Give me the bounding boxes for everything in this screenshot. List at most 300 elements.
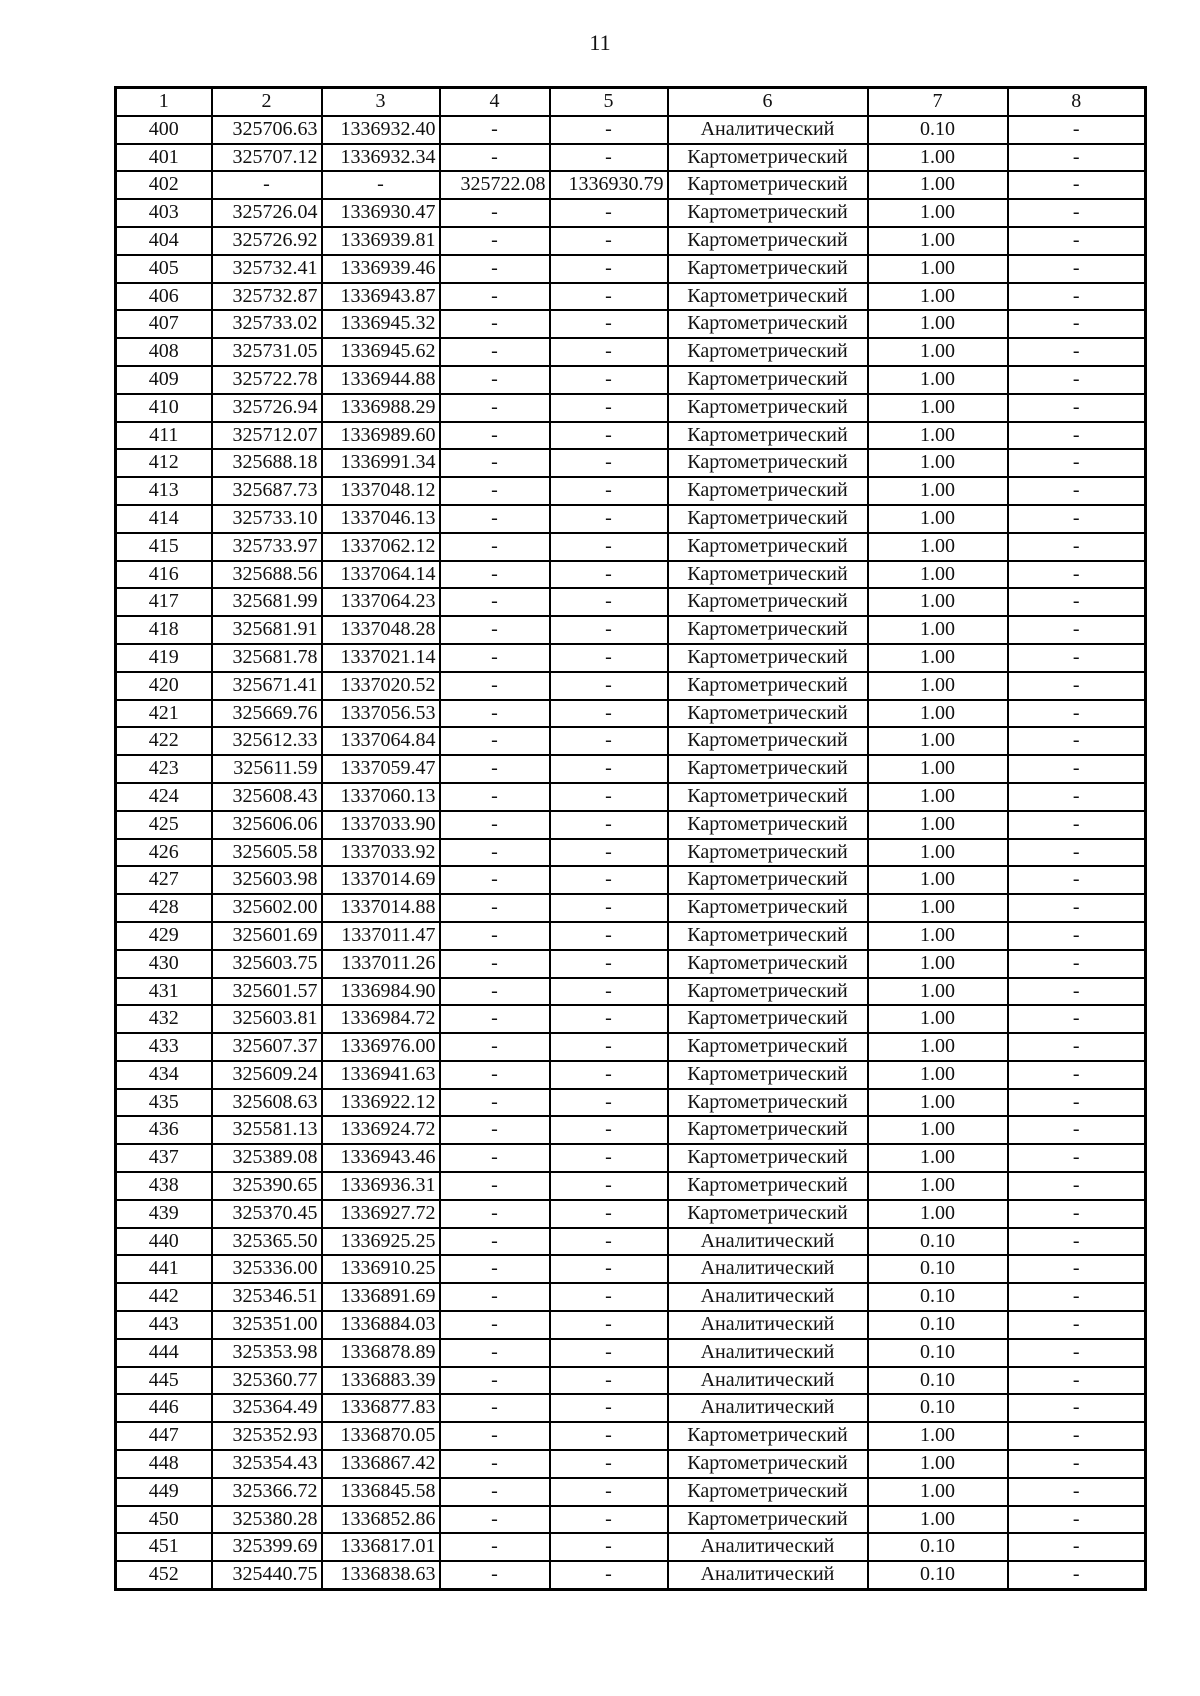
column-header: 5 <box>550 88 668 116</box>
table-cell: 325726.92 <box>212 227 322 255</box>
column-header: 6 <box>668 88 868 116</box>
table-cell: 325681.99 <box>212 588 322 616</box>
table-cell: - <box>440 449 550 477</box>
table-cell: Картометрический <box>668 144 868 172</box>
table-cell: - <box>1008 227 1146 255</box>
table-cell: 0.10 <box>868 1311 1008 1339</box>
table-cell: - <box>1008 866 1146 894</box>
table-cell: 325366.72 <box>212 1478 322 1506</box>
table-cell: - <box>550 1422 668 1450</box>
table-row <box>116 1450 1146 1478</box>
table-cell: 1337056.53 <box>322 700 440 728</box>
table-row <box>116 866 1146 894</box>
table-row <box>116 1061 1146 1089</box>
table-cell: 325733.02 <box>212 310 322 338</box>
table-row <box>116 700 1146 728</box>
table-row <box>116 1005 1146 1033</box>
table-cell: - <box>440 1533 550 1561</box>
table-cell: - <box>440 561 550 589</box>
table-cell: 325399.69 <box>212 1533 322 1561</box>
table-cell: - <box>440 283 550 311</box>
table-cell: 445 <box>116 1367 212 1395</box>
table-cell: 1.00 <box>868 700 1008 728</box>
table-cell: 1.00 <box>868 783 1008 811</box>
table-cell: 1336910.25 <box>322 1255 440 1283</box>
table-cell: 1336976.00 <box>322 1033 440 1061</box>
table-cell: - <box>440 672 550 700</box>
table-row <box>116 755 1146 783</box>
table-row <box>116 1422 1146 1450</box>
table-cell: - <box>550 839 668 867</box>
table-cell: - <box>550 366 668 394</box>
table-cell: Аналитический <box>668 1339 868 1367</box>
table-cell: 1.00 <box>868 394 1008 422</box>
table-row <box>116 366 1146 394</box>
table-cell: - <box>550 338 668 366</box>
table-cell: - <box>550 811 668 839</box>
table-cell: - <box>1008 1478 1146 1506</box>
table-cell: - <box>1008 950 1146 978</box>
table-cell: - <box>440 1283 550 1311</box>
table-cell: 402 <box>116 171 212 199</box>
table-cell: 325603.75 <box>212 950 322 978</box>
table-cell: 1.00 <box>868 227 1008 255</box>
table-cell: 1.00 <box>868 1116 1008 1144</box>
table-cell: 449 <box>116 1478 212 1506</box>
table-cell: 0.10 <box>868 1394 1008 1422</box>
table-cell: Картометрический <box>668 1089 868 1117</box>
table-cell: 325364.49 <box>212 1394 322 1422</box>
table-cell: - <box>1008 644 1146 672</box>
table-cell: 1337014.69 <box>322 866 440 894</box>
table-cell: Картометрический <box>668 477 868 505</box>
table-cell: 325607.37 <box>212 1033 322 1061</box>
table-cell: - <box>1008 1144 1146 1172</box>
table-cell: 1.00 <box>868 950 1008 978</box>
table-cell: - <box>550 1561 668 1589</box>
table-row <box>116 950 1146 978</box>
table-row <box>116 1033 1146 1061</box>
table-cell: - <box>1008 727 1146 755</box>
table-cell: 435 <box>116 1089 212 1117</box>
table-row <box>116 978 1146 1006</box>
table-cell: 1.00 <box>868 449 1008 477</box>
table-row <box>116 1089 1146 1117</box>
table-cell: - <box>550 449 668 477</box>
table-cell: Картометрический <box>668 422 868 450</box>
table-cell: 428 <box>116 894 212 922</box>
table-cell: - <box>550 950 668 978</box>
table-cell: 1336943.46 <box>322 1144 440 1172</box>
table-cell: Картометрический <box>668 449 868 477</box>
table-row <box>116 839 1146 867</box>
table-row <box>116 588 1146 616</box>
table-cell: - <box>550 1089 668 1117</box>
table-cell: Картометрический <box>668 394 868 422</box>
table-cell: 325603.98 <box>212 866 322 894</box>
table-cell: - <box>550 783 668 811</box>
table-cell: - <box>550 505 668 533</box>
table-cell: 0.10 <box>868 1533 1008 1561</box>
table-cell: 431 <box>116 978 212 1006</box>
table-cell: 325346.51 <box>212 1283 322 1311</box>
table-cell: 1336943.87 <box>322 283 440 311</box>
table-row <box>116 144 1146 172</box>
table-row <box>116 422 1146 450</box>
table-cell: 325722.78 <box>212 366 322 394</box>
table-cell: 1336924.72 <box>322 1116 440 1144</box>
table-cell: 1.00 <box>868 727 1008 755</box>
table-cell: 406 <box>116 283 212 311</box>
table-cell: 1336838.63 <box>322 1561 440 1589</box>
table-cell: 430 <box>116 950 212 978</box>
table-cell: - <box>440 422 550 450</box>
table-cell: - <box>440 1061 550 1089</box>
table-row <box>116 171 1146 199</box>
table-cell: Аналитический <box>668 1255 868 1283</box>
table-cell: 1336925.25 <box>322 1228 440 1256</box>
table-cell: 1336932.34 <box>322 144 440 172</box>
table-cell: 325671.41 <box>212 672 322 700</box>
table-row <box>116 338 1146 366</box>
table-cell: 1336989.60 <box>322 422 440 450</box>
table-cell: 0.10 <box>868 1255 1008 1283</box>
table-row <box>116 616 1146 644</box>
table-cell: 426 <box>116 839 212 867</box>
table-cell: 1337064.23 <box>322 588 440 616</box>
table-cell: - <box>550 477 668 505</box>
table-cell: 325389.08 <box>212 1144 322 1172</box>
table-cell: 325731.05 <box>212 338 322 366</box>
table-cell: 1.00 <box>868 1506 1008 1534</box>
table-cell: 1.00 <box>868 366 1008 394</box>
table-cell: 325440.75 <box>212 1561 322 1589</box>
table-cell: - <box>440 255 550 283</box>
table-cell: 325365.50 <box>212 1228 322 1256</box>
table-cell: - <box>1008 1255 1146 1283</box>
table-row <box>116 1394 1146 1422</box>
table-cell: - <box>550 616 668 644</box>
table-row <box>116 811 1146 839</box>
table-cell: 1337011.26 <box>322 950 440 978</box>
table-cell: - <box>550 1033 668 1061</box>
table-cell: Картометрический <box>668 950 868 978</box>
table-cell: 1.00 <box>868 477 1008 505</box>
table-cell: 1337020.52 <box>322 672 440 700</box>
table-cell: 412 <box>116 449 212 477</box>
table-cell: - <box>440 1367 550 1395</box>
table-cell: 325712.07 <box>212 422 322 450</box>
table-cell: Картометрический <box>668 171 868 199</box>
table-cell: - <box>440 338 550 366</box>
table-body <box>116 116 1146 1590</box>
table-cell: - <box>550 1478 668 1506</box>
table-cell: - <box>440 1200 550 1228</box>
table-cell: 1336817.01 <box>322 1533 440 1561</box>
table-cell: 1337033.92 <box>322 839 440 867</box>
table-cell: Картометрический <box>668 1478 868 1506</box>
table-cell: 1.00 <box>868 1144 1008 1172</box>
table-row <box>116 310 1146 338</box>
table-cell: 1336883.39 <box>322 1367 440 1395</box>
table-cell: - <box>212 171 322 199</box>
table-cell: - <box>550 672 668 700</box>
table-cell: - <box>440 394 550 422</box>
table-cell: 1.00 <box>868 505 1008 533</box>
table-cell: - <box>440 700 550 728</box>
table-cell: 423 <box>116 755 212 783</box>
table-cell: Картометрический <box>668 1116 868 1144</box>
table-cell: 1.00 <box>868 199 1008 227</box>
table-cell: 447 <box>116 1422 212 1450</box>
table-cell: - <box>440 644 550 672</box>
table-cell: 1.00 <box>868 1172 1008 1200</box>
table-cell: 1337033.90 <box>322 811 440 839</box>
table-cell: - <box>1008 1033 1146 1061</box>
table-cell: - <box>1008 811 1146 839</box>
table-cell: Картометрический <box>668 866 868 894</box>
table-header-row <box>116 88 1146 116</box>
table-cell: - <box>440 1394 550 1422</box>
table-cell: - <box>440 866 550 894</box>
table-cell: - <box>550 561 668 589</box>
table-cell: - <box>1008 477 1146 505</box>
table-cell: 1.00 <box>868 338 1008 366</box>
table-row <box>116 561 1146 589</box>
table-cell: Картометрический <box>668 255 868 283</box>
table-cell: 1337046.13 <box>322 505 440 533</box>
table-cell: - <box>550 894 668 922</box>
table-cell: 1337048.28 <box>322 616 440 644</box>
table-cell: - <box>550 1533 668 1561</box>
table-cell: 1337064.84 <box>322 727 440 755</box>
table-cell: - <box>440 922 550 950</box>
table-row <box>116 727 1146 755</box>
table-cell: 325687.73 <box>212 477 322 505</box>
table-cell: - <box>1008 1422 1146 1450</box>
table-cell: 325352.93 <box>212 1422 322 1450</box>
table-row <box>116 116 1146 144</box>
table-cell: - <box>550 1172 668 1200</box>
table-cell: 416 <box>116 561 212 589</box>
table-row <box>116 449 1146 477</box>
table-cell: - <box>440 588 550 616</box>
table-cell: 1336867.42 <box>322 1450 440 1478</box>
table-cell: 446 <box>116 1394 212 1422</box>
table-cell: - <box>1008 672 1146 700</box>
table-cell: - <box>440 1033 550 1061</box>
table-cell: - <box>550 1200 668 1228</box>
table-cell: - <box>1008 1311 1146 1339</box>
table-cell: 325733.10 <box>212 505 322 533</box>
table-cell: Аналитический <box>668 1367 868 1395</box>
table-cell: 1.00 <box>868 616 1008 644</box>
table-cell: 1.00 <box>868 422 1008 450</box>
column-header: 4 <box>440 88 550 116</box>
table-cell: 1.00 <box>868 1200 1008 1228</box>
table-cell: 1336984.90 <box>322 978 440 1006</box>
table-cell: 325353.98 <box>212 1339 322 1367</box>
table-cell: - <box>1008 839 1146 867</box>
table-cell: - <box>440 477 550 505</box>
table-cell: - <box>550 1367 668 1395</box>
table-cell: 1.00 <box>868 533 1008 561</box>
column-header: 3 <box>322 88 440 116</box>
table-cell: - <box>440 950 550 978</box>
table-cell: 405 <box>116 255 212 283</box>
table-cell: Картометрический <box>668 1200 868 1228</box>
table-cell: Картометрический <box>668 1144 868 1172</box>
table-cell: 1.00 <box>868 1422 1008 1450</box>
table-cell: Картометрический <box>668 1422 868 1450</box>
table-cell: - <box>440 616 550 644</box>
table-cell: - <box>1008 1394 1146 1422</box>
table-cell: 325688.18 <box>212 449 322 477</box>
table-cell: - <box>1008 978 1146 1006</box>
table-cell: 1337048.12 <box>322 477 440 505</box>
table-cell: 1.00 <box>868 1061 1008 1089</box>
table-row <box>116 477 1146 505</box>
table-cell: 408 <box>116 338 212 366</box>
table-row <box>116 1144 1146 1172</box>
table-cell: - <box>440 1478 550 1506</box>
table-cell: 325707.12 <box>212 144 322 172</box>
table-cell: 1337014.88 <box>322 894 440 922</box>
table-row <box>116 227 1146 255</box>
table-cell: 0.10 <box>868 1283 1008 1311</box>
table-cell: 1336932.40 <box>322 116 440 144</box>
table-cell: Картометрический <box>668 616 868 644</box>
table-cell: 1.00 <box>868 894 1008 922</box>
table-cell: - <box>440 727 550 755</box>
table-row <box>116 1506 1146 1534</box>
table-row <box>116 1367 1146 1395</box>
table-cell: Картометрический <box>668 310 868 338</box>
table-cell: - <box>1008 1061 1146 1089</box>
table-cell: Картометрический <box>668 922 868 950</box>
table-cell: 1.00 <box>868 310 1008 338</box>
table-cell: - <box>1008 338 1146 366</box>
table-row <box>116 894 1146 922</box>
table-cell: - <box>440 1561 550 1589</box>
table-cell: - <box>440 1450 550 1478</box>
table-cell: 325669.76 <box>212 700 322 728</box>
table-row <box>116 1228 1146 1256</box>
table-cell: - <box>440 1311 550 1339</box>
table-cell: 325380.28 <box>212 1506 322 1534</box>
table-cell: 422 <box>116 727 212 755</box>
table-cell: - <box>550 1116 668 1144</box>
table-cell: - <box>550 144 668 172</box>
table-row <box>116 644 1146 672</box>
table-cell: Аналитический <box>668 1533 868 1561</box>
table-cell: 1337064.14 <box>322 561 440 589</box>
table-cell: - <box>440 1144 550 1172</box>
table-cell: 0.10 <box>868 1367 1008 1395</box>
table-cell: - <box>550 283 668 311</box>
table-cell: - <box>550 1005 668 1033</box>
table-cell: - <box>440 366 550 394</box>
table-row <box>116 505 1146 533</box>
table-cell: - <box>440 116 550 144</box>
table-cell: - <box>550 755 668 783</box>
table-row <box>116 1339 1146 1367</box>
table-cell: - <box>1008 1533 1146 1561</box>
table-cell: 409 <box>116 366 212 394</box>
table-cell: - <box>440 1089 550 1117</box>
table-cell: Аналитический <box>668 1561 868 1589</box>
table-cell: 325611.59 <box>212 755 322 783</box>
table-cell: - <box>550 1283 668 1311</box>
column-header: 7 <box>868 88 1008 116</box>
table-cell: Картометрический <box>668 227 868 255</box>
table-cell: Картометрический <box>668 1033 868 1061</box>
table-cell: 1.00 <box>868 255 1008 283</box>
table-cell: 1.00 <box>868 283 1008 311</box>
table-cell: 1.00 <box>868 561 1008 589</box>
table-cell: 1336944.88 <box>322 366 440 394</box>
table-cell: Картометрический <box>668 894 868 922</box>
table-cell: Картометрический <box>668 1506 868 1534</box>
table-cell: - <box>550 1339 668 1367</box>
table-cell: Картометрический <box>668 755 868 783</box>
table-cell: 325605.58 <box>212 839 322 867</box>
table-cell: 325608.63 <box>212 1089 322 1117</box>
table-row <box>116 255 1146 283</box>
table-cell: Картометрический <box>668 199 868 227</box>
table-cell: - <box>550 866 668 894</box>
column-header: 1 <box>116 88 212 116</box>
table-cell: - <box>1008 561 1146 589</box>
table-cell: 1336930.47 <box>322 199 440 227</box>
table-cell: 325336.00 <box>212 1255 322 1283</box>
table-cell: 0.10 <box>868 1561 1008 1589</box>
coordinates-table <box>114 86 1147 1591</box>
table-cell: 434 <box>116 1061 212 1089</box>
table-cell: 325681.78 <box>212 644 322 672</box>
table-cell: - <box>1008 1506 1146 1534</box>
table-cell: - <box>1008 700 1146 728</box>
table-cell: 1337060.13 <box>322 783 440 811</box>
table-cell: 441 <box>116 1255 212 1283</box>
table-cell: - <box>1008 171 1146 199</box>
table-cell: 1336930.79 <box>550 171 668 199</box>
table-cell: 1336939.81 <box>322 227 440 255</box>
table-cell: - <box>1008 422 1146 450</box>
table-cell: - <box>550 588 668 616</box>
table-cell: 1.00 <box>868 672 1008 700</box>
table-cell: 325351.00 <box>212 1311 322 1339</box>
table-cell: - <box>550 727 668 755</box>
table-cell: 1.00 <box>868 839 1008 867</box>
table-row <box>116 783 1146 811</box>
table-row <box>116 1172 1146 1200</box>
table-cell: Аналитический <box>668 1394 868 1422</box>
table-cell: 325688.56 <box>212 561 322 589</box>
table-cell: - <box>550 644 668 672</box>
table-cell: 401 <box>116 144 212 172</box>
table-cell: 325612.33 <box>212 727 322 755</box>
table-cell: 442 <box>116 1283 212 1311</box>
table-cell: - <box>1008 1228 1146 1256</box>
table-cell: - <box>1008 116 1146 144</box>
table-cell: - <box>440 1005 550 1033</box>
table-cell: - <box>440 199 550 227</box>
table-cell: 421 <box>116 700 212 728</box>
table-cell: 1337021.14 <box>322 644 440 672</box>
table-cell: 1336877.83 <box>322 1394 440 1422</box>
table-cell: - <box>1008 783 1146 811</box>
